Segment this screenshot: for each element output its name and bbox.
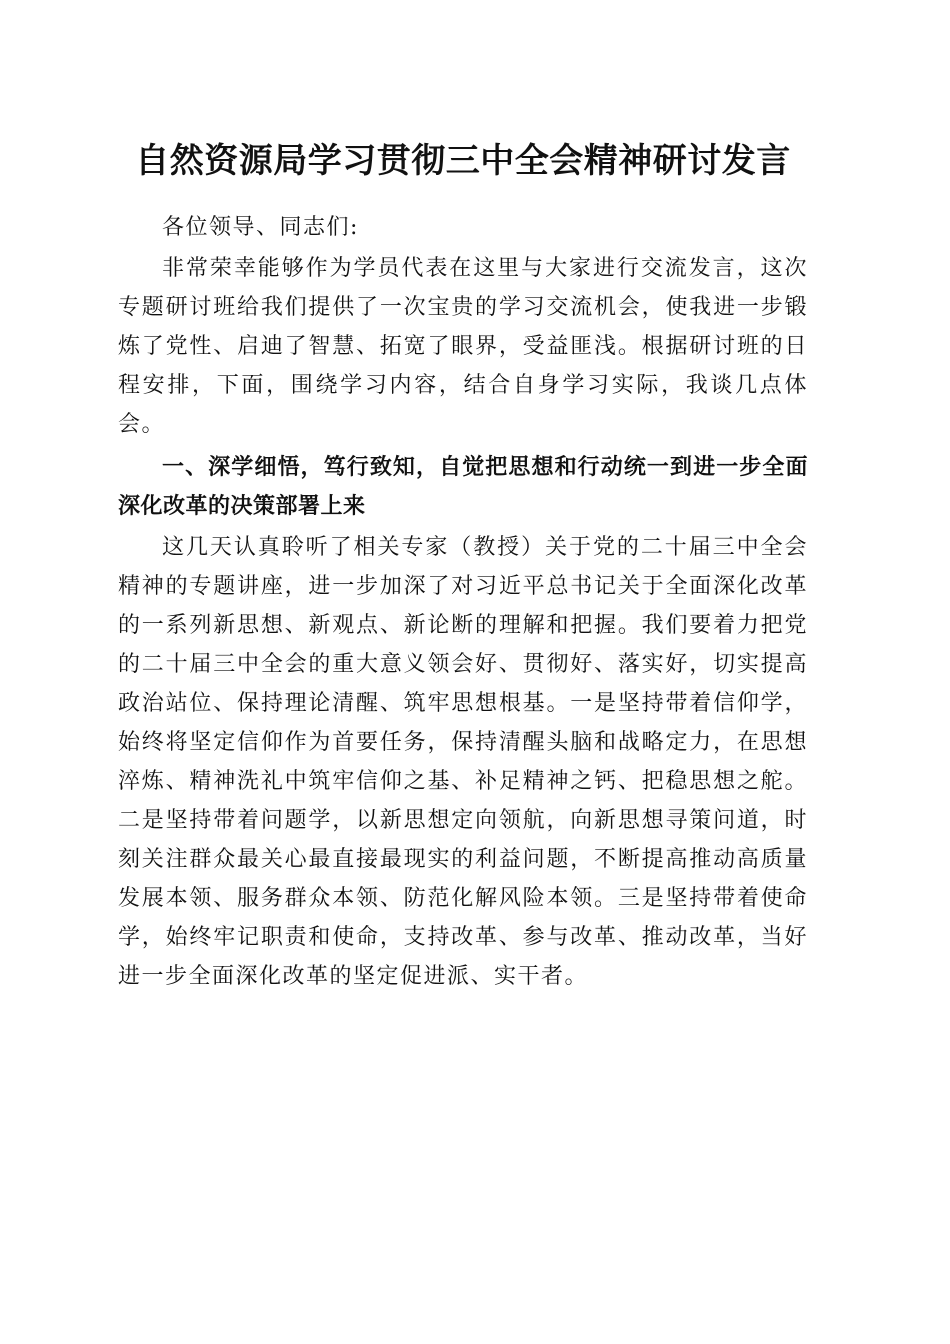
document-title: 自然资源局学习贯彻三中全会精神研讨发言 — [135, 141, 791, 181]
document-page — [118, 128, 808, 996]
intro-paragraph: 非常荣幸能够作为学员代表在这里与大家进行交流发言，这次专题研讨班给我们提供了一次宝贵的学习交流机会，使我进一步锻炼了党性、启迪了智慧、拓宽了眼界，受益匪浅。根据研讨班的日程安排，下面，围绕学习内容，结合自身学习实际，我谈几点体会。 — [118, 256, 808, 437]
greeting-paragraph: 各位领导、同志们: — [162, 215, 359, 240]
section-body-paragraph: 这几天认真聆听了相关专家（教授）关于党的二十届三中全会精神的专题讲座，进一步加深了对习近平总书记关于全面深化改革的一系列新思想、新观点、新论断的理解和把握。我们要着力把党的二十届三中全会的重大意义领会好、贯彻好、落实好，切实提高政治站位、保持理论清醒、筑牢思想根基。一是坚持带着信仰学，始终将坚定信仰作为首要任务，保持清醒头脑和战略定力，在思想淬炼、精神洗礼中筑牢信仰之基、补足精神之钙、把稳思想之舵。二是坚持带着问题学，以新思想定向领航，向新思想寻策问道，时刻关注群众最关心最直接最现实的利益问题，不断提高推动高质量发展本领、服务群众本领、防范化解风险本领。三是坚持带着使命学，始终牢记职责和使命，支持改革、参与改革、推动改革，当好进一步全面深化改革的坚定促进派、实干者。 — [118, 535, 808, 989]
section-heading: 一、深学细悟，笃行致知，自觉把思想和行动统一到进一步全面深化改革的决策部署上来 — [118, 455, 808, 519]
